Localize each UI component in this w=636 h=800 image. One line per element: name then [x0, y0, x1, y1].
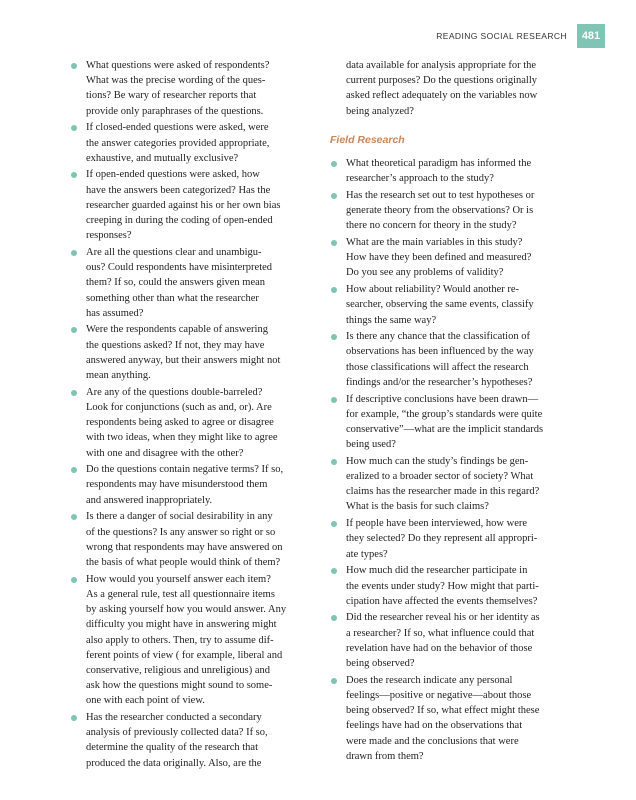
text-line: and answered inappropriately.: [86, 494, 213, 506]
text-line: If descriptive conclusions have been drawn—: [346, 393, 539, 405]
bullet-item: [70, 167, 310, 243]
bullet-item: [70, 572, 310, 709]
text-line: for example, “the group’s standards were quite: [346, 408, 543, 420]
text-line: Were the respondents capable of answering: [86, 324, 268, 336]
text-line: searcher, observing the same events, classify: [346, 299, 534, 311]
text-line: the answer categories provided appropriate,: [86, 137, 270, 149]
text-line: asked reflect adequately on the variables now: [346, 90, 538, 102]
page-number-badge: 481: [577, 24, 605, 48]
text-line: were made and the conclusions that were: [346, 735, 519, 747]
text-line: a researcher? If so, what influence could that: [346, 627, 535, 639]
text-line: If closed-ended questions were asked, were: [86, 122, 269, 134]
text-line: If open-ended questions were asked, how: [86, 169, 260, 181]
text-line: being analyzed?: [346, 105, 414, 117]
left-column: [70, 58, 310, 772]
text-line: being observed?: [346, 658, 415, 670]
text-line: ask how the questions might sound to some-: [86, 680, 273, 692]
text-line: findings and/or the researcher’s hypotheses?: [346, 376, 533, 388]
text-line: cipation have affected the events themselves?: [346, 595, 538, 607]
text-line: If people have been interviewed, how were: [346, 518, 528, 530]
text-line: with two ideas, when they might like to agree: [86, 432, 278, 444]
text-line: the basis of what people would think of them?: [86, 557, 281, 568]
text-line: researcher guarded against his or her own bias: [86, 199, 281, 211]
text-line: conservative”—what are the implicit standards: [346, 423, 544, 435]
text-line: responses?: [86, 230, 132, 242]
bullet-item: [330, 235, 570, 281]
bullet-item: [330, 610, 570, 671]
bullet-item: [70, 710, 310, 771]
text-line: How about reliability? Would another re-: [346, 284, 520, 296]
bullet-item: [70, 58, 310, 119]
text-line: Is there a danger of social desirability in any: [86, 511, 273, 523]
text-line: being observed? If so, what effect might these: [346, 705, 540, 717]
text-line: What is the basis for such claims?: [346, 501, 489, 513]
right-column: [330, 58, 570, 765]
text-line: ate types?: [346, 548, 388, 560]
text-line: with one and disagree with the other?: [86, 447, 244, 459]
text-line: What theoretical paradigm has informed the: [346, 158, 532, 170]
text-line: there no concern for theory in the study?: [346, 220, 517, 232]
text-line: produced the data originally. Also, are the: [86, 757, 262, 769]
text-line: conservative, religious and unreligious) and: [86, 664, 270, 676]
text-line: creeping in during the coding of open-ended: [86, 215, 273, 227]
bullet-item: [330, 454, 570, 515]
bullet-item: [330, 282, 570, 328]
continued-paragraph: [330, 58, 570, 119]
bullet-item: [70, 385, 310, 461]
text-line: of the questions? Is any answer so right or so: [86, 526, 276, 538]
text-line: Did the researcher reveal his or her identity as: [346, 612, 540, 624]
text-line: have the answers been categorized? Has the: [86, 184, 271, 196]
text-line: by asking yourself how you would answer. Any: [86, 604, 287, 616]
text-line: respondents may have misunderstood them: [86, 479, 268, 491]
bullet-item: [330, 188, 570, 234]
text-line: Has the researcher conducted a secondary: [86, 712, 262, 724]
text-line: current purposes? Do the questions originally: [346, 75, 537, 87]
bullet-item: [330, 516, 570, 562]
text-line: drawn from them?: [346, 750, 424, 762]
text-line: How would you yourself answer each item?: [86, 573, 271, 585]
text-line: Do the questions contain negative terms? If so,: [86, 464, 284, 476]
text-line: the events under study? How might that parti-: [346, 580, 539, 592]
text-line: feelings have had on the observations that: [346, 720, 523, 732]
text-line: ferent points of view ( for example, liberal and: [86, 649, 283, 661]
text-line: revelation have had on the behavior of those: [346, 642, 533, 654]
text-line: Has the research set out to test hypotheses or: [346, 189, 535, 201]
text-line: being used?: [346, 439, 396, 451]
text-line: Look for conjunctions (such as and, or). Are: [86, 401, 272, 413]
text-line: observations has been influenced by the way: [346, 346, 534, 358]
text-line: mean anything.: [86, 370, 151, 382]
text-line: tions? Be wary of researcher reports that: [86, 90, 257, 102]
text-line: Do you see any problems of validity?: [346, 267, 504, 279]
text-line: ous? Could respondents have misinterpreted: [86, 262, 273, 274]
text-line: How have they been defined and measured?: [346, 252, 532, 264]
bullet-item: [70, 462, 310, 508]
text-line: wrong that respondents may have answered on: [86, 541, 283, 553]
text-line: eralized to a broader sector of society? What: [346, 471, 534, 483]
bullet-item: [330, 329, 570, 390]
survey-questions-list: [70, 58, 310, 771]
bullet-item: [330, 673, 570, 764]
bullet-item: [330, 392, 570, 453]
text-line: has assumed?: [86, 307, 144, 319]
text-line: one with each point of view.: [86, 695, 205, 707]
text-line: things the same way?: [346, 314, 437, 326]
text-line: Are all the questions clear and unambigu-: [86, 246, 262, 258]
text-line: What are the main variables in this study?: [346, 237, 523, 249]
field-research-questions-list: [330, 156, 570, 764]
text-line: the questions asked? If not, they may have: [86, 339, 265, 351]
text-line: data available for analysis appropriate for the: [346, 60, 537, 71]
text-line: What was the precise wording of the ques-: [86, 75, 266, 87]
text-line: also apply to others. Then, try to assume dif-: [86, 634, 274, 646]
text-line: How much did the researcher participate in: [346, 565, 528, 577]
text-line: those classifications will affect the research: [346, 361, 529, 373]
text-line: What questions were asked of respondents?: [86, 60, 270, 71]
text-line: claims has the researcher made in this regard?: [346, 486, 540, 498]
text-line: Is there any chance that the classification of: [346, 331, 530, 343]
section-heading-field-research: Field Research: [330, 133, 405, 146]
text-line: something other than what the researcher: [86, 292, 259, 304]
text-line: provide only paraphrases of the questions.: [86, 105, 264, 117]
text-line: difficulty you might have in answering might: [86, 619, 277, 631]
bullet-item: [70, 322, 310, 383]
text-line: generate theory from the observations? Or is: [346, 205, 534, 217]
text-line: determine the quality of the research that: [86, 742, 259, 754]
bullet-item: [70, 245, 310, 321]
text-line: exhaustive, and mutually exclusive?: [86, 152, 239, 164]
text-line: answered anyway, but their answers might not: [86, 354, 281, 366]
bullet-item: [70, 509, 310, 570]
text-line: Does the research indicate any personal: [346, 674, 513, 686]
running-header: [436, 24, 636, 48]
text-line: feelings—positive or negative—about those: [346, 689, 532, 701]
text-line: they selected? Do they represent all appropri-: [346, 533, 538, 545]
text-line: As a general rule, test all questionnaire items: [86, 588, 275, 600]
text-line: analysis of previously collected data? If so,: [86, 727, 268, 739]
bullet-item: [330, 563, 570, 609]
header-title: READING SOCIAL RESEARCH: [436, 31, 567, 41]
bullet-item: [330, 156, 570, 186]
text-line: researcher’s approach to the study?: [346, 173, 494, 185]
bullet-item: [70, 120, 310, 166]
text-line: Are any of the questions double-barreled?: [86, 386, 263, 398]
text-line: How much can the study’s findings be gen-: [346, 455, 529, 467]
text-line: them? If so, could the answers given mean: [86, 277, 266, 289]
text-line: respondents being asked to agree or disagree: [86, 417, 274, 429]
